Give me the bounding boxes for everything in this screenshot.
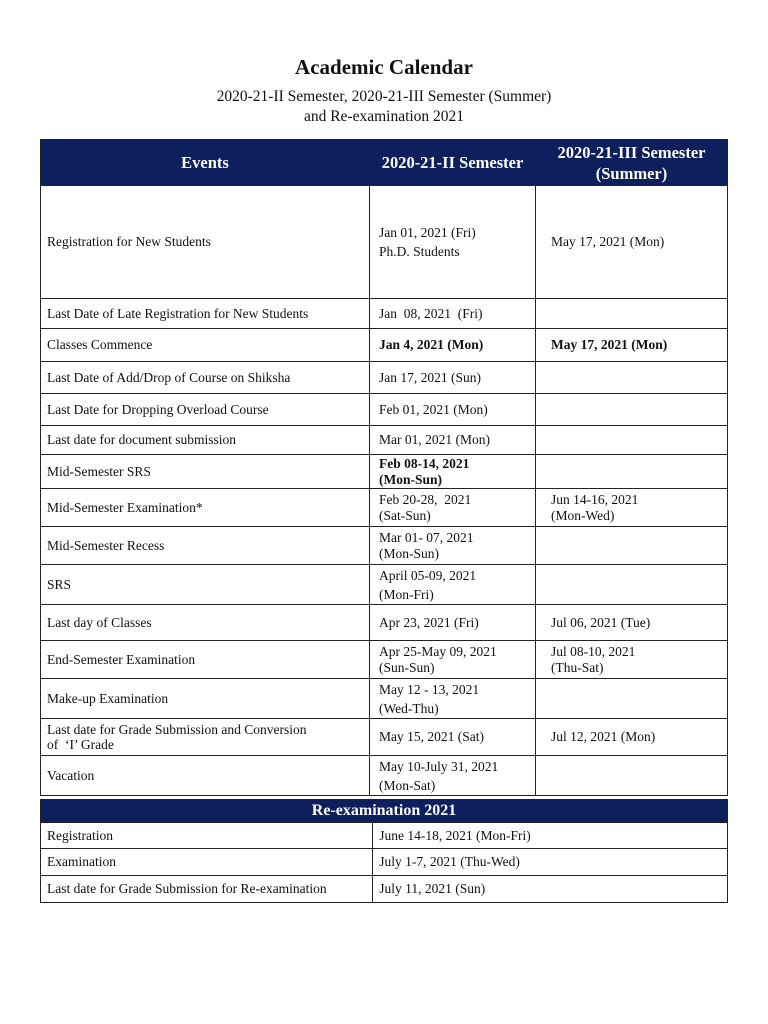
sem3-date-cell	[536, 565, 728, 605]
sem3-date-cell	[536, 394, 728, 426]
sem2-date-cell: Jan 08, 2021 (Fri)	[369, 299, 535, 329]
sem3-date-cell	[536, 679, 728, 719]
table-row	[41, 641, 728, 679]
calendar-header-row	[41, 140, 728, 186]
page-subtitle-line2: and Re-examination 2021	[303, 108, 465, 125]
table-row	[41, 394, 728, 426]
event-cell: Classes Commence	[41, 329, 370, 362]
reexam-event-cell: Examination	[41, 849, 373, 876]
sem2-date-cell: May 10-July 31, 2021 (Mon-Sat)	[369, 756, 535, 796]
table-row	[41, 605, 728, 641]
sem2-date-cell: Feb 20-28, 2021 (Sat-Sun)	[369, 489, 535, 527]
event-cell: Last Date of Add/Drop of Course on Shiksha	[41, 362, 370, 394]
reexam-date-cell: July 11, 2021 (Sun)	[373, 876, 728, 903]
sem2-date-cell: Feb 01, 2021 (Mon)	[369, 394, 535, 426]
sem2-date-cell: Mar 01, 2021 (Mon)	[369, 426, 535, 455]
event-cell: Registration for New Students	[41, 186, 370, 299]
event-cell: Vacation	[41, 756, 370, 796]
table-row	[41, 329, 728, 362]
event-cell: Last Date for Dropping Overload Course	[41, 394, 370, 426]
event-cell: Last date for Grade Submission and Conversion of ‘I’ Grade	[41, 719, 370, 756]
sem2-column-header: 2020-21-II Semester	[369, 140, 535, 186]
event-cell: Mid-Semester Examination*	[41, 489, 370, 527]
sem2-date-cell: Feb 08-14, 2021 (Mon-Sun)	[369, 455, 535, 489]
table-row	[41, 489, 728, 527]
table-row	[41, 849, 728, 876]
sem3-date-cell	[536, 426, 728, 455]
event-cell: SRS	[41, 565, 370, 605]
sem3-date-cell: Jul 12, 2021 (Mon)	[536, 719, 728, 756]
events-column-header: Events	[41, 140, 370, 186]
sem3-date-cell: Jul 06, 2021 (Tue)	[536, 605, 728, 641]
event-cell: Last date for document submission	[41, 426, 370, 455]
page-title: Academic Calendar	[295, 55, 473, 79]
sem2-date-cell: May 12 - 13, 2021 (Wed-Thu)	[369, 679, 535, 719]
table-row	[41, 719, 728, 756]
sem3-date-cell: May 17, 2021 (Mon)	[536, 329, 728, 362]
table-row	[41, 455, 728, 489]
event-cell: Last day of Classes	[41, 605, 370, 641]
event-cell: End-Semester Examination	[41, 641, 370, 679]
sem2-date-cell: Mar 01- 07, 2021 (Mon-Sun)	[369, 527, 535, 565]
reexam-header-row	[41, 800, 728, 823]
sem2-date-cell: May 15, 2021 (Sat)	[369, 719, 535, 756]
table-row	[41, 186, 728, 299]
reexam-title: Re-examination 2021	[41, 800, 728, 823]
reexam-event-cell: Last date for Grade Submission for Re-examination	[41, 876, 373, 903]
event-cell: Make-up Examination	[41, 679, 370, 719]
sem3-column-header: 2020-21-III Semester (Summer)	[536, 140, 728, 186]
table-row	[41, 679, 728, 719]
sem3-date-cell	[536, 527, 728, 565]
reexam-date-cell: July 1-7, 2021 (Thu-Wed)	[373, 849, 728, 876]
sem3-date-cell: Jul 08-10, 2021 (Thu-Sat)	[536, 641, 728, 679]
table-row	[41, 362, 728, 394]
table-row	[41, 876, 728, 903]
event-cell: Mid-Semester SRS	[41, 455, 370, 489]
sem3-date-cell	[536, 455, 728, 489]
sem3-date-cell	[536, 299, 728, 329]
table-row	[41, 426, 728, 455]
sem3-date-cell: May 17, 2021 (Mon)	[536, 186, 728, 299]
event-cell: Mid-Semester Recess	[41, 527, 370, 565]
sem2-date-cell: Apr 25-May 09, 2021 (Sun-Sun)	[369, 641, 535, 679]
sem3-date-cell: Jun 14-16, 2021 (Mon-Wed)	[536, 489, 728, 527]
page-subtitle-line1: 2020-21-II Semester, 2020-21-III Semester (Summer)	[216, 88, 552, 105]
event-cell: Last Date of Late Registration for New Students	[41, 299, 370, 329]
sem2-date-cell: Apr 23, 2021 (Fri)	[369, 605, 535, 641]
sem3-date-cell	[536, 362, 728, 394]
table-row	[41, 299, 728, 329]
reexam-table	[40, 799, 728, 903]
sem2-date-cell: April 05-09, 2021 (Mon-Fri)	[369, 565, 535, 605]
reexam-event-cell: Registration	[41, 823, 373, 849]
table-row	[41, 565, 728, 605]
reexam-date-cell: June 14-18, 2021 (Mon-Fri)	[373, 823, 728, 849]
table-row	[41, 823, 728, 849]
table-row	[41, 527, 728, 565]
sem3-date-cell	[536, 756, 728, 796]
sem2-date-cell: Jan 17, 2021 (Sun)	[369, 362, 535, 394]
calendar-table	[40, 139, 728, 796]
table-row	[41, 756, 728, 796]
sem2-date-cell: Jan 4, 2021 (Mon)	[369, 329, 535, 362]
sem2-date-cell: Jan 01, 2021 (Fri) Ph.D. Students	[369, 186, 535, 299]
